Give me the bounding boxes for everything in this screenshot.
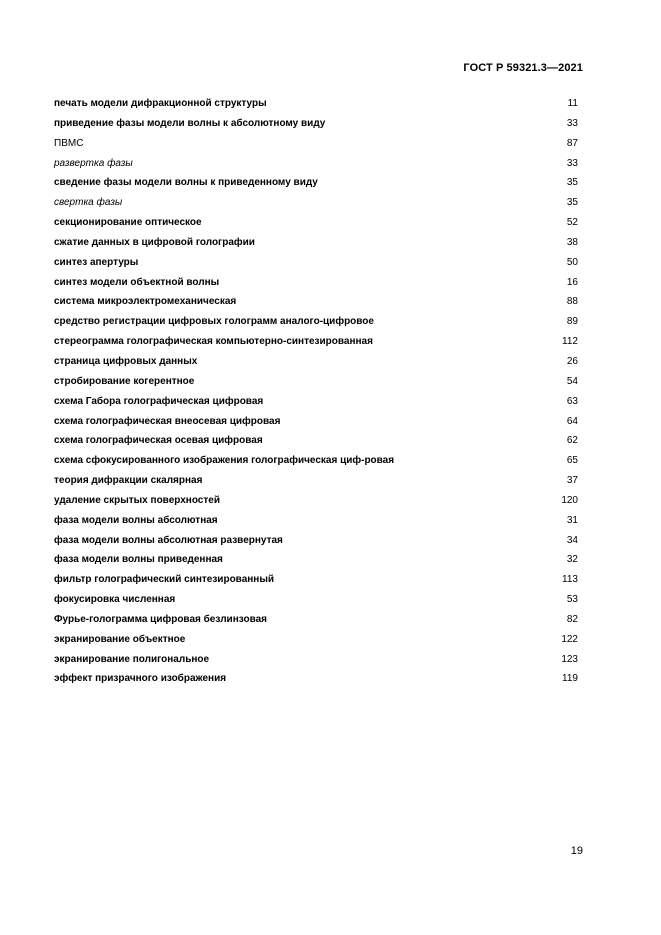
index-term: схема Габора голографическая цифровая — [54, 395, 264, 407]
index-page-ref: 50 — [566, 256, 578, 268]
index-term: средство регистрации цифровых голограмм аналого-цифровое — [54, 316, 374, 328]
index-entry — [54, 614, 578, 634]
index-page-ref: 119 — [562, 673, 578, 685]
index-term: фильтр голографический синтезированный — [54, 574, 275, 586]
index-term: развертка фазы — [54, 157, 133, 169]
index-page-ref: 35 — [566, 177, 578, 189]
index-page-ref: 122 — [561, 633, 578, 645]
index-page-ref: 53 — [566, 594, 578, 606]
index-term: экранирование полигональное — [54, 653, 210, 665]
index-page-ref: 87 — [566, 137, 578, 149]
index-entry — [54, 455, 578, 475]
index-term: фокусировка численная — [54, 594, 176, 606]
index-entry — [54, 158, 578, 178]
index-list — [54, 98, 578, 693]
index-entry — [54, 535, 578, 555]
index-entry — [54, 574, 578, 594]
index-entry — [54, 118, 578, 138]
index-page-ref: 31 — [566, 514, 578, 526]
index-term: страница цифровых данных — [54, 355, 198, 367]
index-page-ref: 65 — [566, 455, 578, 467]
index-term: стробирование когерентное — [54, 375, 195, 387]
index-page-ref: 88 — [566, 296, 578, 308]
index-entry — [54, 654, 578, 674]
index-entry — [54, 296, 578, 316]
index-page-ref: 120 — [561, 494, 578, 506]
index-page-ref: 112 — [562, 336, 578, 348]
index-entry — [54, 98, 578, 118]
index-term: теория дифракции скалярная — [54, 475, 203, 487]
index-page-ref: 37 — [566, 475, 578, 487]
index-term: свертка фазы — [54, 197, 123, 209]
index-entry — [54, 515, 578, 535]
index-term: схема голографическая внеосевая цифровая — [54, 415, 281, 427]
index-term: схема сфокусированного изображения голографическая циф-ровая — [54, 455, 395, 467]
index-entry — [54, 257, 578, 277]
index-page-ref: 62 — [566, 435, 578, 447]
index-term: эффект призрачного изображения — [54, 673, 227, 685]
index-term: приведение фазы модели волны к абсолютному виду — [54, 117, 326, 129]
index-page-ref: 34 — [566, 534, 578, 546]
index-page-ref: 33 — [566, 117, 578, 129]
index-term: стереограмма голографическая компьютерно-синтезированная — [54, 336, 373, 348]
index-entry — [54, 316, 578, 336]
index-page-ref: 33 — [566, 157, 578, 169]
index-entry — [54, 416, 578, 436]
index-term: система микроэлектромеханическая — [54, 296, 237, 308]
index-entry — [54, 356, 578, 376]
index-page-ref: 113 — [562, 574, 578, 586]
document-header: ГОСТ Р 59321.3—2021 — [463, 62, 583, 74]
index-term: Фурье-голограмма цифровая безлинзовая — [54, 613, 267, 625]
index-page-ref: 123 — [561, 653, 578, 665]
index-entry — [54, 138, 578, 158]
index-term: фаза модели волны абсолютная развернутая — [54, 534, 283, 546]
index-entry — [54, 376, 578, 396]
index-page-ref: 54 — [566, 375, 578, 387]
index-page-ref: 63 — [566, 395, 578, 407]
index-entry — [54, 396, 578, 416]
index-term: синтез модели объектной волны — [54, 276, 220, 288]
index-entry — [54, 495, 578, 515]
index-term: сведение фазы модели волны к приведенному виду — [54, 177, 318, 189]
index-page-ref: 52 — [566, 217, 578, 229]
index-entry — [54, 197, 578, 217]
index-term: фаза модели волны абсолютная — [54, 514, 218, 526]
index-page-ref: 11 — [567, 98, 578, 109]
index-term: ПВМС — [54, 137, 84, 149]
index-entry — [54, 673, 578, 693]
index-page-ref: 64 — [566, 415, 578, 427]
page-number: 19 — [570, 845, 583, 857]
index-page-ref: 38 — [566, 236, 578, 248]
index-term: схема голографическая осевая цифровая — [54, 435, 263, 447]
index-entry — [54, 554, 578, 574]
index-entry — [54, 217, 578, 237]
index-page-ref: 26 — [566, 355, 578, 367]
index-term: сжатие данных в цифровой голографии — [54, 236, 255, 248]
index-term: синтез апертуры — [54, 256, 139, 268]
index-term: экранирование объектное — [54, 633, 186, 645]
index-entry — [54, 435, 578, 455]
index-entry — [54, 634, 578, 654]
index-term: удаление скрытых поверхностей — [54, 494, 220, 506]
index-page-ref: 35 — [566, 197, 578, 209]
index-term: печать модели дифракционной структуры — [54, 98, 267, 109]
index-page-ref: 32 — [566, 554, 578, 566]
index-entry — [54, 277, 578, 297]
index-entry — [54, 177, 578, 197]
index-entry — [54, 475, 578, 495]
index-page-ref: 89 — [566, 316, 578, 328]
index-entry — [54, 594, 578, 614]
index-term: фаза модели волны приведенная — [54, 554, 223, 566]
index-entry — [54, 336, 578, 356]
index-page-ref: 82 — [566, 613, 578, 625]
index-term: секционирование оптическое — [54, 217, 202, 229]
index-entry — [54, 237, 578, 257]
index-page-ref: 16 — [566, 276, 578, 288]
